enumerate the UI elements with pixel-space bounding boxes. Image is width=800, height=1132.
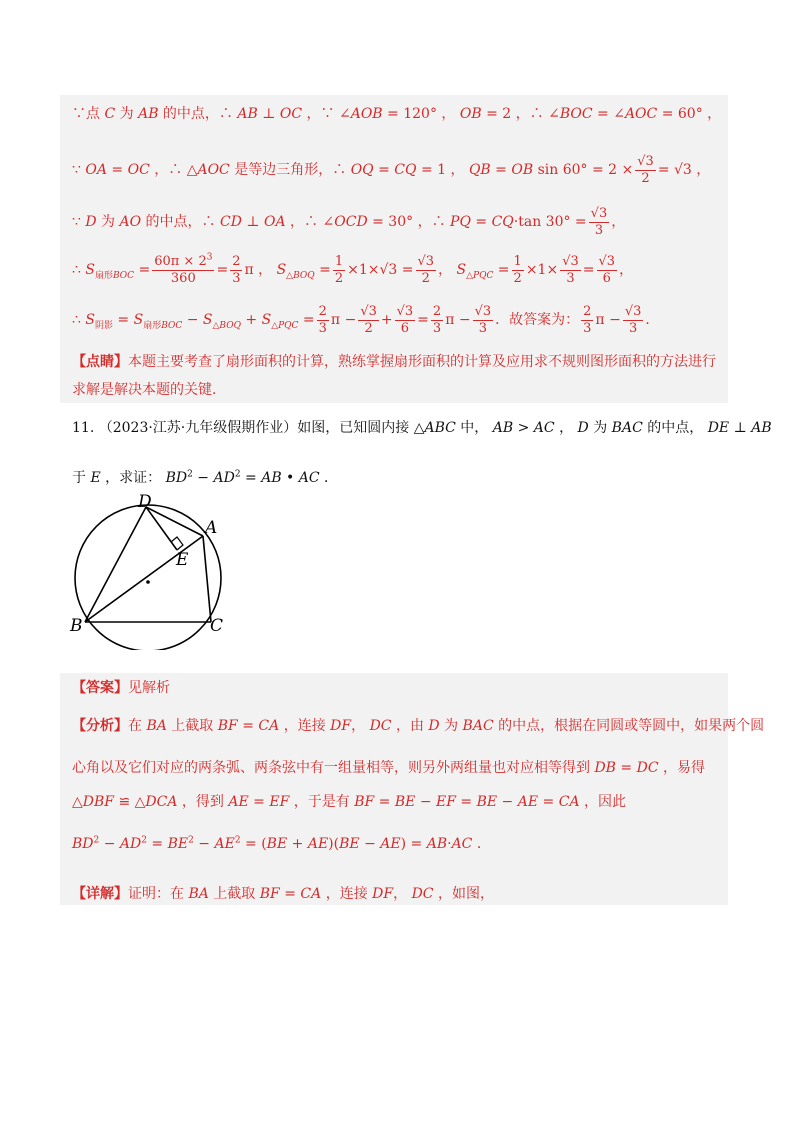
solution-line-4: ∴ $S_{扇形BOC}$ = $\frac{60\pi \times 2^3}{360}$ = $\frac{2}{3}$ π ， $S_{\triangle BOQ}$ = $\frac{1}{2}$ ×1×√3 = $\frac{√3}{2}$ ， $S_{\triangle PQC}$ = $\frac{1}{2}$ ×1× $\frac{√3}{3}$ = $\frac{√3}{6}$ ， [72, 252, 634, 286]
label-B: B [70, 616, 83, 636]
analysis-line-3: △DBF ≌ △DCA ，得到 AE = EF ，于是有 BF = BE − EF = BE − AE = CA ，因此 [72, 794, 627, 810]
solution-line-5: ∴ $S_{阴影} = S_{扇形BOC} - S_{\triangle BOQ} + S_{\triangle PQC}$ = $\frac{2}{3}$ π − $\frac{√3}{2}$ + $\frac{√3}{6}$ = $\frac{2}{3}$ π − $\frac{√3}{3}$ ．故答案为： $\frac{2}{3}$ π − $\frac{√3}{3}$ ． [72, 303, 660, 336]
dianjing-text-1: 本题主要考查了扇形面积的计算，熟练掌握扇形面积的计算及应用求不规则图形面积的方法进行 [128, 354, 716, 370]
dianjing-line-1 [72, 352, 716, 372]
label-D: D [138, 492, 152, 512]
analysis-line-2: 心角以及它们对应的两条弧、两条弦中有一组量相等，则另外两组量也对应相等得到 DB = DC ，易得 [72, 760, 705, 776]
analysis-line-1: 【分析】在 BA 上截取 BF = CA ，连接 DF， DC ，由 D 为 BAC 的中点，根据在同圆或等圆中，如果两个圆 [72, 718, 765, 734]
answer-line [72, 678, 170, 698]
solution-line-2: ∵ OA = OC ，∴ △AOC 是等边三角形，∴ OQ = CQ = 1 ， QB = OB sin 60° = 2 × $\frac{√3}{2}$ = √3 ， [72, 153, 711, 186]
answer-panel [60, 673, 728, 905]
solution-line-3: ∵ D 为 AO 的中点，∴ CD ⊥ OA ，∴ ∠OCD = 30° ，∴ PQ = CQ·tan 30° = $\frac{√3}{3}$ ， [72, 205, 626, 238]
analysis-line-4: $BD^2 - AD^2 = BE^2 - AE^2 = (BE + AE)(BE - AE) = AB\cdot AC$ ． [72, 835, 491, 852]
label-C: C [210, 616, 224, 636]
problem-line-2: 于 E ，求证： $BD^2 - AD^2$ = AB • AC ． [72, 469, 339, 486]
answer-tag: 【答案】 [72, 680, 128, 696]
answer-text: 见解析 [128, 680, 170, 696]
solution-line-1: ∵点 C 为 AB 的中点，∴ AB ⊥ OC ，∵ ∠AOB = 120° ， OB = 2 ，∴ ∠BOC = ∠AOC = 60° ， [72, 106, 722, 122]
detail-line: 【详解】证明：在 BA 上截取 BF = CA ，连接 DF， DC ，如图， [72, 886, 494, 902]
label-A: A [205, 518, 218, 538]
dianjing-text-2: 求解是解决本题的关键. [72, 382, 217, 398]
dianjing-tag: 【点睛】 [72, 354, 128, 370]
problem-line-1: 11. （2023·江苏·九年级假期作业）如图，已知圆内接 △ABC 中， AB > AC ， D 为 BAC 的中点， DE ⊥ AB [72, 420, 772, 436]
label-E: E [176, 550, 189, 570]
problem-source: （2023·江苏·九年级假期作业） [98, 420, 298, 436]
detail-tag: 【详解】 [72, 886, 128, 902]
problem-number: 11. [72, 420, 95, 436]
dianjing-line-2 [72, 380, 216, 400]
